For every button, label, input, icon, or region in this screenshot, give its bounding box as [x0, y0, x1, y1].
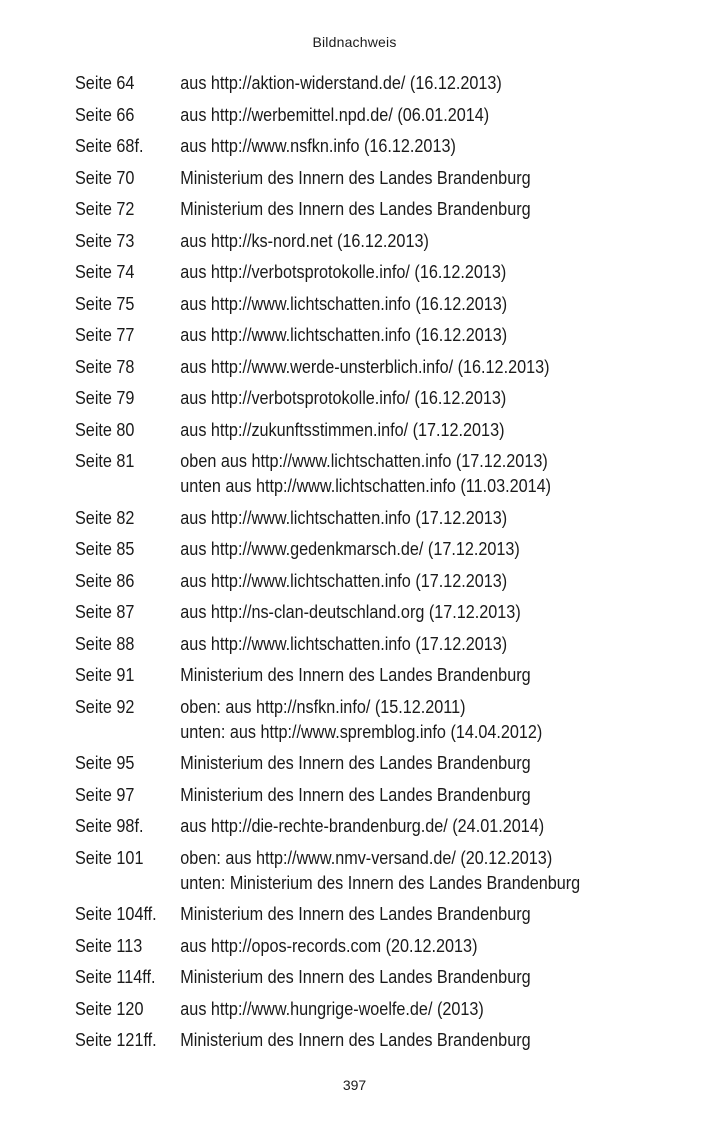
credit-source-line: aus http://ks-nord.net (16.12.2013) [180, 230, 429, 251]
credit-source-line: aus http://ns-clan-deutschland.org (17.12.2013) [180, 602, 521, 622]
credit-sources [180, 449, 615, 499]
credit-sources [180, 934, 615, 959]
credit-sources [180, 537, 615, 562]
credit-sources [180, 663, 615, 688]
credit-source-line: Ministerium des Innern des Landes Brandenburg [180, 167, 531, 188]
credit-source-line: Ministerium des Innern des Landes Brandenburg [180, 199, 531, 219]
credit-source-line: aus http://www.nsfkn.info (16.12.2013) [180, 136, 456, 156]
credit-sources [180, 386, 615, 411]
credit-page-ref: Seite 101 [75, 847, 144, 868]
credit-source-line: Ministerium des Innern des Landes Brandenburg [180, 1030, 531, 1050]
credit-row [75, 751, 615, 776]
credit-source-line: aus http://www.lichtschatten.info (16.12.2013) [180, 325, 508, 345]
credit-row [75, 418, 615, 443]
credit-page-ref: Seite 75 [75, 293, 135, 314]
credit-row [75, 197, 615, 222]
credit-sources [180, 600, 615, 625]
credit-sources [180, 418, 615, 443]
credit-page-ref: Seite 82 [75, 507, 135, 528]
credit-source-line: Ministerium des Innern des Landes Brandenburg [180, 904, 531, 924]
credit-row [75, 355, 615, 380]
credit-sources [180, 846, 615, 896]
credit-page-ref: Seite 64 [75, 73, 135, 93]
credit-row [75, 292, 615, 317]
credit-source-line: aus http://verbotsprotokolle.info/ (16.12.2013) [180, 388, 507, 408]
credit-row [75, 1028, 615, 1053]
credit-page-ref: Seite 113 [75, 935, 143, 956]
credit-page-ref: Seite 73 [75, 230, 135, 251]
credit-row [75, 386, 615, 411]
running-header: Bildnachweis [312, 34, 397, 50]
credit-source-line: oben aus http://www.lichtschatten.info (17.12.2013) [180, 451, 548, 471]
credit-page-ref: Seite 91 [75, 665, 135, 685]
credit-row [75, 965, 615, 990]
credit-page-ref: Seite 74 [75, 262, 135, 282]
credit-sources [180, 632, 615, 657]
credit-sources [180, 229, 615, 254]
credit-row [75, 229, 615, 254]
credit-sources [180, 902, 615, 927]
credit-sources [180, 166, 615, 191]
credit-page-ref: Seite 80 [75, 419, 135, 440]
credit-row [75, 902, 615, 927]
credit-row [75, 814, 615, 839]
credit-source-line: aus http://opos-records.com (20.12.2013) [180, 935, 478, 956]
credit-source-line: aus http://www.lichtschatten.info (17.12.2013) [180, 507, 508, 528]
credit-row [75, 846, 615, 896]
credit-source-line: aus http://www.lichtschatten.info (17.12.2013) [180, 570, 508, 591]
credit-row [75, 695, 615, 745]
credit-sources [180, 197, 615, 222]
credit-source-line: oben: aus http://www.nmv-versand.de/ (20.12.2013) [180, 847, 553, 868]
credit-source-line: aus http://werbemittel.npd.de/ (06.01.2014) [180, 104, 490, 125]
credit-page-ref: Seite 88 [75, 633, 135, 654]
credit-page-ref: Seite 85 [75, 539, 135, 559]
credit-page-ref: Seite 77 [75, 325, 135, 345]
credit-row [75, 663, 615, 688]
credit-row [75, 71, 615, 96]
credit-sources [180, 814, 615, 839]
credit-source-line: aus http://www.lichtschatten.info (17.12.2013) [180, 633, 508, 654]
credit-source-line: oben: aus http://nsfkn.info/ (15.12.2011) [180, 696, 466, 717]
credit-page-ref: Seite 95 [75, 753, 135, 773]
credit-source-line: Ministerium des Innern des Landes Brandenburg [180, 784, 531, 805]
credit-row [75, 934, 615, 959]
credit-row [75, 537, 615, 562]
credit-sources [180, 71, 615, 96]
credit-row [75, 783, 615, 808]
credit-page-ref: Seite 86 [75, 570, 135, 591]
credit-source-line: aus http://aktion-widerstand.de/ (16.12.2013) [180, 73, 502, 93]
credit-source-line: aus http://die-rechte-brandenburg.de/ (24.01.2014) [180, 816, 545, 836]
credit-sources [180, 292, 615, 317]
credit-page-ref: Seite 98f. [75, 816, 144, 836]
credit-page-ref: Seite 92 [75, 696, 135, 717]
credit-row [75, 997, 615, 1022]
credit-sources [180, 103, 615, 128]
credit-sources [180, 695, 615, 745]
credit-source-line: unten: Ministerium des Innern des Landes Brandenburg [180, 872, 581, 893]
credit-page-ref: Seite 79 [75, 388, 135, 408]
credit-sources [180, 1028, 615, 1053]
credit-source-line: unten aus http://www.lichtschatten.info (11.03.2014) [180, 476, 552, 496]
credit-source-line: aus http://www.werde-unsterblich.info/ (16.12.2013) [180, 356, 550, 377]
credit-source-line: aus http://verbotsprotokolle.info/ (16.12.2013) [180, 262, 507, 282]
credit-sources [180, 323, 615, 348]
credit-source-line: Ministerium des Innern des Landes Brandenburg [180, 753, 531, 773]
credit-source-line: unten: aus http://www.spremblog.info (14.04.2012) [180, 721, 543, 742]
credit-sources [180, 997, 615, 1022]
credit-source-line: Ministerium des Innern des Landes Brandenburg [180, 967, 531, 987]
credit-row [75, 260, 615, 285]
credit-sources [180, 260, 615, 285]
credit-page-ref: Seite 81 [75, 451, 135, 471]
credit-source-line: aus http://www.gedenkmarsch.de/ (17.12.2013) [180, 539, 520, 559]
credit-sources [180, 134, 615, 159]
credit-sources [180, 569, 615, 594]
credit-page-ref: Seite 121ff. [75, 1030, 157, 1050]
credit-page-ref: Seite 87 [75, 602, 135, 622]
credit-row [75, 134, 615, 159]
page-number: 397 [342, 1077, 367, 1093]
credit-page-ref: Seite 78 [75, 356, 135, 377]
credit-page-ref: Seite 114ff. [75, 967, 156, 987]
credit-row [75, 600, 615, 625]
credit-source-line: Ministerium des Innern des Landes Brandenburg [180, 665, 531, 685]
credit-page-ref: Seite 66 [75, 104, 135, 125]
credit-sources [180, 965, 615, 990]
credit-sources [180, 751, 615, 776]
credit-row [75, 569, 615, 594]
credit-page-ref: Seite 97 [75, 784, 135, 805]
credit-row [75, 506, 615, 531]
credit-sources [180, 783, 615, 808]
credit-page-ref: Seite 68f. [75, 136, 144, 156]
credit-source-line: aus http://www.lichtschatten.info (16.12.2013) [180, 293, 508, 314]
credit-row [75, 323, 615, 348]
credit-row [75, 632, 615, 657]
credit-page-ref: Seite 120 [75, 998, 144, 1019]
credit-source-line: aus http://zukunftsstimmen.info/ (17.12.2013) [180, 419, 505, 440]
image-credits-list [75, 71, 615, 1060]
credit-row [75, 449, 615, 499]
credit-sources [180, 355, 615, 380]
credit-page-ref: Seite 70 [75, 167, 135, 188]
credit-row [75, 103, 615, 128]
credit-sources [180, 506, 615, 531]
credit-page-ref: Seite 104ff. [75, 904, 157, 924]
credit-source-line: aus http://www.hungrige-woelfe.de/ (2013) [180, 998, 484, 1019]
credit-row [75, 166, 615, 191]
credit-page-ref: Seite 72 [75, 199, 135, 219]
